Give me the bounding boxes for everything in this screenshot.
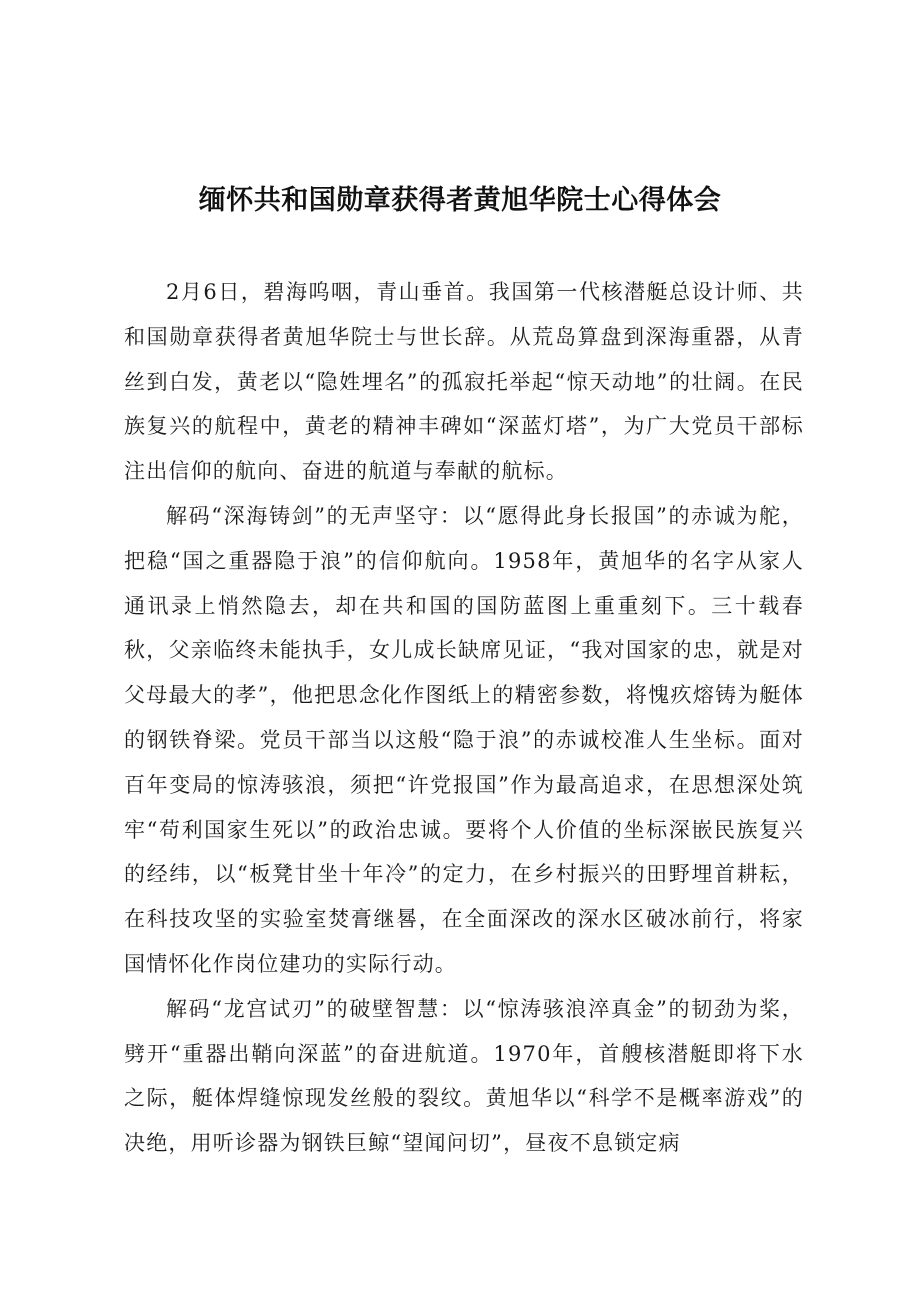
- document-title: 缅怀共和国勋章获得者黄旭华院士心得体会: [198, 185, 722, 216]
- document-body: [124, 270, 804, 1166]
- paragraph: 2月6日，碧海呜咽，青山垂首。我国第一代核潜艇总设计师、共和国勋章获得者黄旭华院士与世长辞。从荒岛算盘到深海重器，从青丝到白发，黄老以“隐姓埋名”的孤寂托举起“惊天动地”的壮阔。在民族复兴的航程中，黄老的精神丰碑如“深蓝灯塔”，为广大党员干部标注出信仰的航向、奋进的航道与奉献的航标。: [124, 280, 804, 484]
- paragraph: 解码“深海铸剑”的无声坚守：以“愿得此身长报国”的赤诚为舵，把稳“国之重器隐于浪”的信仰航向。1958年，黄旭华的名字从家人通讯录上悄然隐去，却在共和国的国防蓝图上重重刻下。三十载春秋，父亲临终未能执手，女儿成长缺席见证，“我对国家的忠，就是对父母最大的孝”，他把思念化作图纸上的精密参数，将愧疚熔铸为艇体的钢铁脊梁。党员干部当以这般“隐于浪”的赤诚校准人生坐标。面对百年变局的惊涛骇浪，须把“许党报国”作为最高追求，在思想深处筑牢“苟利国家生死以”的政治忠诚。要将个人价值的坐标深嵌民族复兴的经纬，以“板凳甘坐十年冷”的定力，在乡村振兴的田野埋首耕耘，在科技攻坚的实验室焚膏继晷，在全面深改的深水区破冰前行，将家国情怀化作岗位建功的实际行动。: [124, 503, 804, 976]
- paragraph: 解码“龙宫试刃”的破壁智慧：以“惊涛骇浪淬真金”的韧劲为桨，劈开“重器出鞘向深蓝”的奋进航道。1970年，首艘核潜艇即将下水之际，艇体焊缝惊现发丝般的裂纹。黄旭华以“科学不是概率游戏”的决绝，用听诊器为钢铁巨鲸“望闻问切”，昼夜不息锁定病: [124, 996, 804, 1156]
